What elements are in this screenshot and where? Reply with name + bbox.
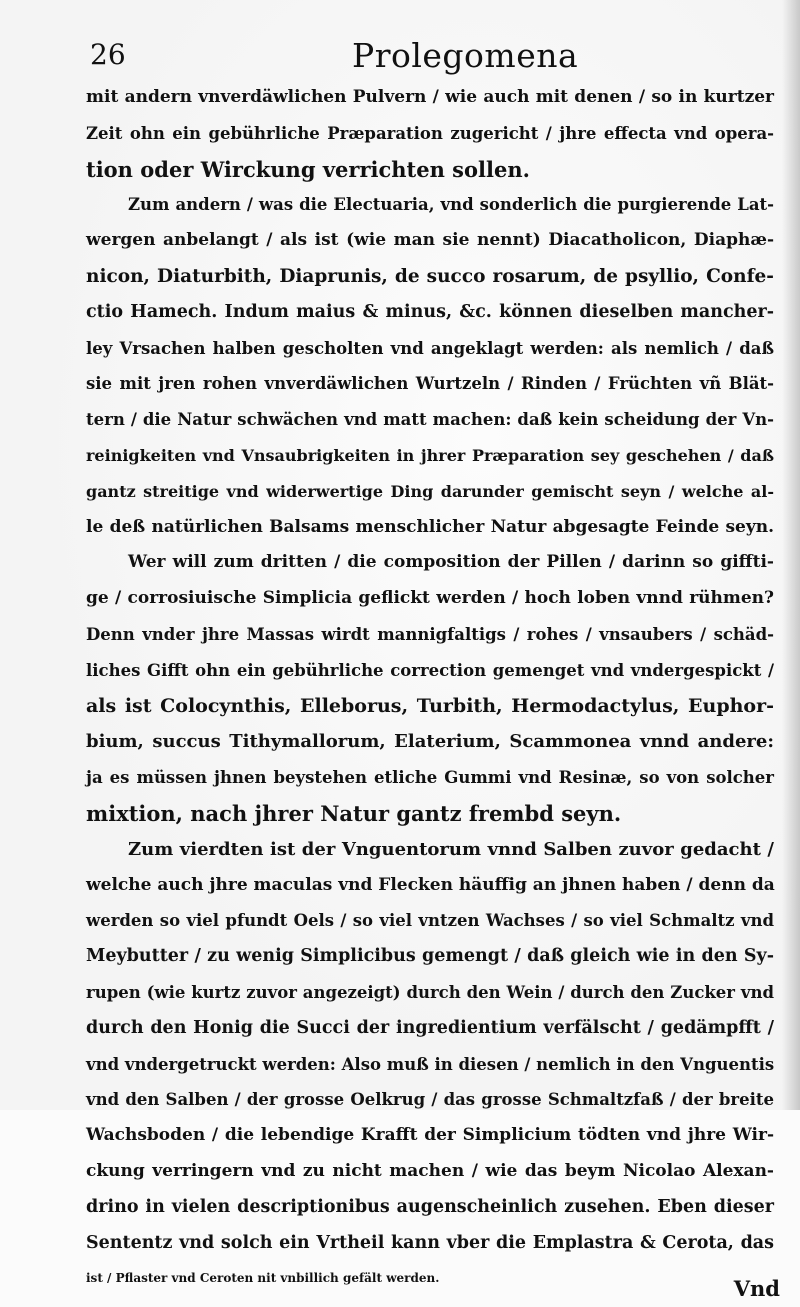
text-line: gantz streitige vnd widerwertige Ding darunder gemischt seyn / welche al- <box>86 481 774 501</box>
text-line: vnd vndergetruckt werden: Also muß in diesen / nemlich in den Vnguentis <box>86 1054 775 1074</box>
text-line: ckung verringern vnd zu nicht machen / wie das beym Nicolao Alexan- <box>86 1160 774 1181</box>
text-line: Sententz vnd solch ein Vrtheil kann vber die Emplastra & Cerota, das <box>86 1232 774 1253</box>
text-line: Meybutter / zu wenig Simplicibus gemengt / daß gleich wie in den Sy- <box>86 946 774 967</box>
text-line: mixtion, nach jhrer Natur gantz frembd seyn. <box>86 800 622 826</box>
text-line: liches Gifft ohn ein gebührliche correction gemenget vnd vndergespickt / <box>86 660 774 680</box>
text-line: bium, succus Tithymallorum, Elaterium, Scammonea vnnd andere: <box>86 731 774 753</box>
text-line: Zum vierdten ist der Vnguentorum vnnd Salben zuvor gedacht / <box>128 838 774 860</box>
text-line: tion oder Wirckung verrichten sollen. <box>86 156 530 182</box>
text-line: reinigkeiten vnd Vnsaubrigkeiten in jhrer Præparation sey geschehen / daß <box>86 445 774 465</box>
text-line: drino in vielen descriptionibus augenscheinlich zusehen. Eben dieser <box>86 1196 774 1217</box>
page-number: 26 <box>90 38 126 71</box>
last-line-text: ist / Pflaster vnd Ceroten nit vnbillich gefält werden. <box>86 1271 440 1286</box>
text-line: vnd den Salben / der grosse Oelkrug / das grosse Schmaltzfaß / der breite <box>86 1090 774 1110</box>
text-line: ge / corrosiuische Simplicia geflickt werden / hoch loben vnnd rühmen? <box>86 588 774 609</box>
text-line: Zum andern / was die Electuaria, vnd sonderlich die purgierende Lat- <box>128 195 774 215</box>
text-line: Wer will zum dritten / die composition der Pillen / darinn so giffti- <box>128 552 774 573</box>
text-line: Zeit ohn ein gebührliche Præparation zugericht / jhre effecta vnd opera- <box>86 123 774 143</box>
page-edge-shadow <box>782 0 800 1110</box>
text-line: rupen (wie kurtz zuvor angezeigt) durch den Wein / durch den Zucker vnd <box>86 982 774 1002</box>
text-line: nicon, Diaturbith, Diaprunis, de succo rosarum, de psyllio, Confe- <box>86 265 774 287</box>
text-line: durch den Honig die Succi der ingredientium verfälscht / gedämpfft / <box>86 1017 774 1038</box>
text-line: tern / die Natur schwächen vnd matt machen: daß kein scheidung der Vn- <box>86 410 774 430</box>
text-line <box>86 1261 780 1302</box>
text-line: Denn vnder jhre Massas wirdt mannigfaltigs / rohes / vnsaubers / schäd- <box>86 624 774 644</box>
text-line: mit andern vnverdäwlichen Pulvern / wie auch mit denen / so in kurtzer <box>86 87 774 107</box>
body-text <box>86 80 780 1302</box>
text-line: werden so viel pfundt Oels / so viel vntzen Wachses / so viel Schmaltz vnd <box>86 911 774 931</box>
text-line: sie mit jren rohen vnverdäwlichen Wurtzeln / Rinden / Früchten vñ Blät- <box>86 374 774 394</box>
text-line: wergen anbelangt / als ist (wie man sie nennt) Diacatholicon, Diaphæ- <box>86 230 774 251</box>
text-line: ja es müssen jhnen beystehen etliche Gummi vnd Resinæ, so von solcher <box>86 768 774 788</box>
text-line: als ist Colocynthis, Elleborus, Turbith, Hermodactylus, Euphor- <box>86 694 774 717</box>
text-line: Wachsboden / die lebendige Krafft der Simplicium tödten vnd jhre Wir- <box>86 1125 774 1146</box>
text-line: le deß natürlichen Balsams menschlicher Natur abgesagte Feinde seyn. <box>86 516 774 537</box>
running-title: Prolegomena <box>352 36 579 75</box>
text-line: welche auch jhre maculas vnd Flecken häuffig an jhnen haben / denn da <box>86 874 775 895</box>
text-line: ley Vrsachen halben gescholten vnd angeklagt werden: als nemlich / daß <box>86 338 774 358</box>
text-line: ctio Hamech. Indum maius & minus, &c. können dieselben mancher- <box>86 301 774 322</box>
page-header <box>90 36 770 76</box>
catchword: Vnd <box>733 1276 780 1302</box>
